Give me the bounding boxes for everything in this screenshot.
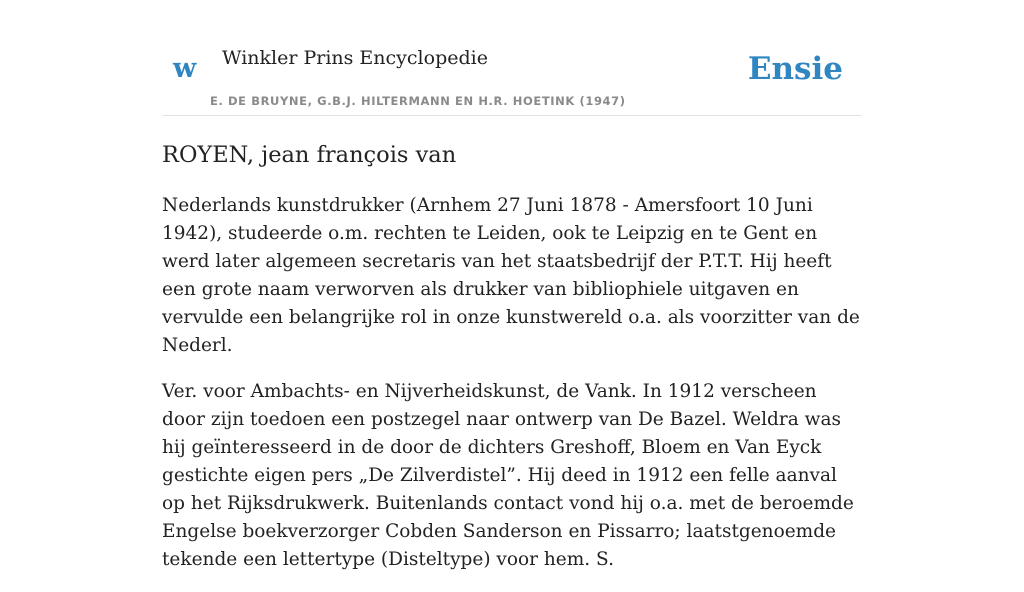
publication-title[interactable]: Winkler Prins Encyclopedie [222,47,488,69]
entry-paragraph: Nederlands kunstdrukker (Arnhem 27 Juni 1878 - Amersfoort 10 Juni 1942), studeerde o.m. rechten te Leiden, ook te Leipzig en te Gent en werd later algemeen secretaris van het staatsbedrijf der P.T.T. Hij heeft een grote naam verworven als drukker van bibliophiele uitgaven en vervulde een belangrijke rol in onze kunstwereld o.a. als voorzitter van de Nederl. [162,195,860,356]
publication-logo[interactable]: w [173,53,197,84]
entry-body [162,192,862,592]
entry-title: ROYEN, jean françois van [162,142,457,168]
entry-paragraph: Ver. voor Ambachts- en Nijverheidskunst, de Vank. In 1912 verscheen door zijn toedoen een postzegel naar ontwerp van De Bazel. Weldra was hij geïnteresseerd in de door de dichters Greshoff, Bloem en Van Eyck gestichte eigen pers „De Zilverdistel”. Hij deed in 1912 een felle aanval op het Rijksdrukwerk. Buitenlands contact vond hij o.a. met de beroemde Engelse boekverzorger Cobden Sanderson en Pissarro; laatstgenoemde tekende een lettertype (Disteltype) voor hem. S. [162,381,854,570]
header [162,0,862,116]
brand-logo[interactable]: Ensie [747,51,843,87]
publication-authors: E. DE BRUYNE, G.B.J. HILTERMANN EN H.R. HOETINK (1947) [210,94,626,108]
